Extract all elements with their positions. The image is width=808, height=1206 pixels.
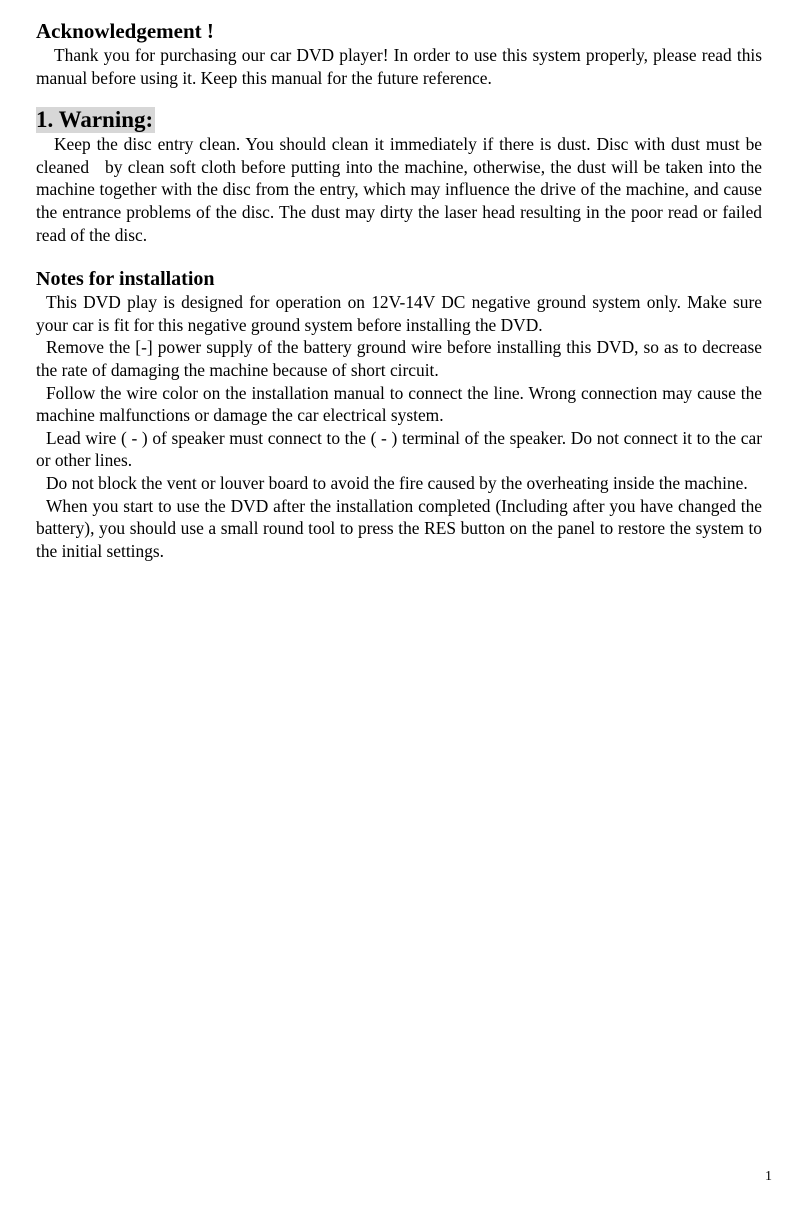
installation-section <box>36 267 762 562</box>
installation-note: Do not block the vent or louver board to avoid the fire caused by the overheating inside the machine. <box>46 472 748 493</box>
installation-note: Lead wire ( - ) of speaker must connect to the ( - ) terminal of the speaker. Do not connect it to the car or other lines. <box>36 427 762 471</box>
manual-page <box>36 18 767 562</box>
installation-note: This DVD play is designed for operation on 12V-14V DC negative ground system only. Make sure your car is fit for this negative ground system before installing the DVD. <box>36 292 762 335</box>
installation-heading: Notes for installation <box>36 268 215 291</box>
acknowledgement-heading: Acknowledgement ! <box>36 19 214 43</box>
installation-note: Remove the [-] power supply of the battery ground wire before installing this DVD, so as to decrease the rate of damaging the machine because of short circuit. <box>36 337 762 380</box>
warning-section <box>36 107 767 246</box>
acknowledgement-section <box>36 18 762 89</box>
warning-heading: 1. Warning: <box>36 107 154 133</box>
warning-text: Keep the disc entry clean. You should clean it immediately if there is dust. Disc with dust must be cleaned by clean soft cloth before putting into the machine, otherwise, the dust will be taken into the machine together with the disc from the entry, which may influence the drive of the machine, and cause the entrance problems of the disc. The dust may dirty the laser head resulting in the poor read or failed read of the disc. <box>36 134 767 245</box>
installation-note: When you start to use the DVD after the installation completed (Including after you have changed the battery), you should use a small round tool to press the RES button on the panel to restore the system to the initial settings. <box>36 495 762 561</box>
acknowledgement-text: Thank you for purchasing our car DVD player! In order to use this system properly, please read this manual before using it. Keep this manual for the future reference. <box>36 45 762 88</box>
page-number: 1 <box>765 1169 772 1184</box>
installation-note: Follow the wire color on the installation manual to connect the line. Wrong connection may cause the machine malfunctions or damage the car electrical system. <box>36 382 762 426</box>
